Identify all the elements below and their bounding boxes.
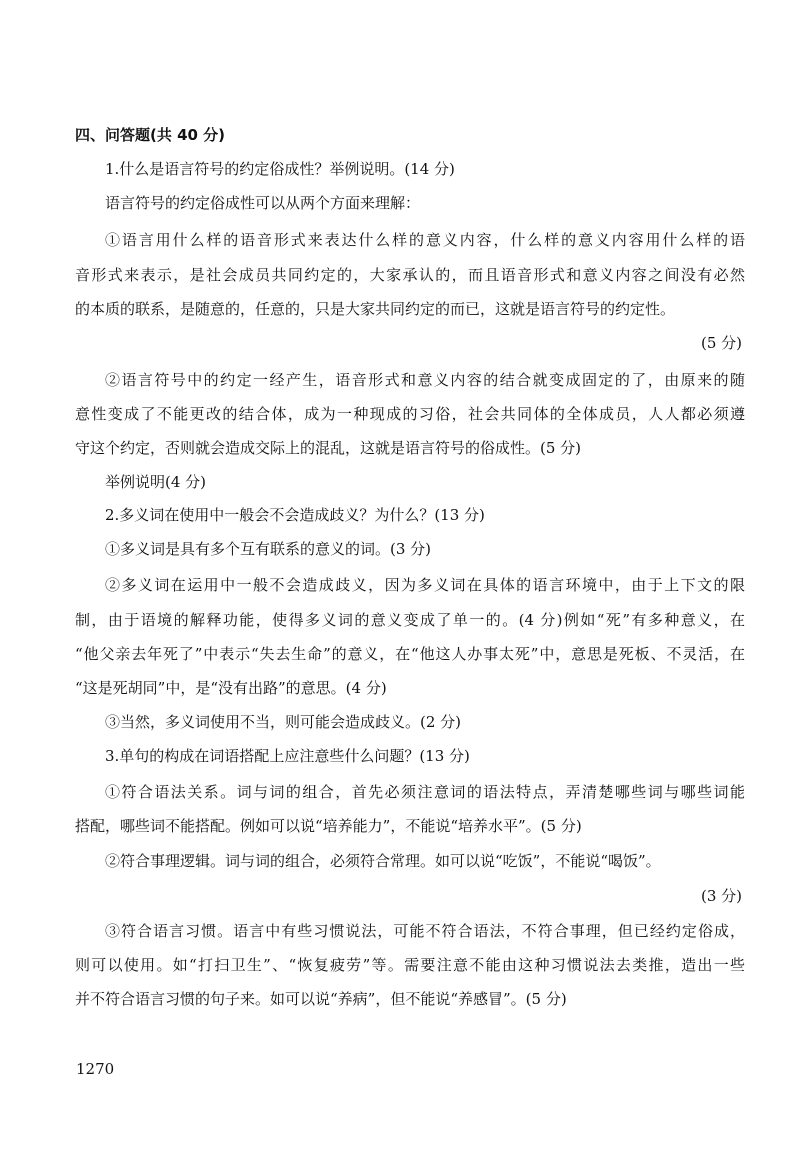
- q1-point1-score: (5 分): [700, 334, 742, 352]
- question-2: 2.多义词在使用中一般会不会造成歧义？为什么？(13 分): [105, 506, 485, 524]
- q3-point3-line3: 并不符合语言习惯的句子来。如可以说“养病”，但不能说“养感冒”。(5 分): [75, 990, 567, 1008]
- q2-point1: ①多义词是具有多个互有联系的意义的词。(3 分): [105, 540, 432, 558]
- q1-intro: 语言符号的约定俗成性可以从两个方面来理解：: [105, 194, 421, 212]
- question-1: 1.什么是语言符号的约定俗成性？举例说明。(14 分): [105, 160, 455, 178]
- question-3: 3.单句的构成在词语搭配上应注意些什么问题？(13 分): [105, 747, 470, 765]
- q3-point3-line2: 则可以使用。如“打扫卫生”、“恢复疲劳”等。需要注意不能由这种习惯说法去类推，造出一些: [75, 956, 745, 974]
- q2-point3: ③当然，多义词使用不当，则可能会造成歧义。(2 分): [105, 713, 462, 731]
- q2-point2-line2: 制，由于语境的解释功能，使得多义词的意义变成了单一的。(4 分)例如“死”有多种意义，在: [75, 611, 745, 629]
- q2-point2-line4: “这是死胡同”中，是“没有出路”的意思。(4 分): [75, 679, 387, 697]
- q1-point1-line3: 的本质的联系，是随意的，任意的，只是大家共同约定的而已，这就是语言符号的约定性。: [75, 300, 676, 318]
- q1-point1-line1: ①语言用什么样的语音形式来表达什么样的意义内容，什么样的意义内容用什么样的语: [105, 231, 745, 249]
- q1-example: 举例说明(4 分): [105, 473, 207, 491]
- q3-point2-line1: ②符合事理逻辑。词与词的组合，必须符合常理。如可以说“吃饭”，不能说“喝饭”。: [105, 852, 661, 870]
- page-number: 1270: [76, 1060, 115, 1078]
- q2-point2-line3: “他父亲去年死了”中表示“失去生命”的意义，在“他这人办事太死”中，意思是死板、不灵活，在: [75, 645, 745, 663]
- q3-point1-line2: 搭配，哪些词不能搭配。例如可以说“培养能力”，不能说“培养水平”。(5 分): [75, 817, 582, 835]
- q1-point2-line1: ②语言符号中的约定一经产生，语音形式和意义内容的结合就变成固定的了，由原来的随: [105, 371, 745, 389]
- q1-point1-line2: 音形式来表示，是社会成员共同约定的，大家承认的，而且语音形式和意义内容之间没有必然: [75, 266, 745, 284]
- q1-point2-line3: 守这个约定，否则就会造成交际上的混乱，这就是语言符号的俗成性。(5 分): [75, 439, 582, 457]
- q2-point2-line1: ②多义词在运用中一般不会造成歧义，因为多义词在具体的语言环境中，由于上下文的限: [105, 576, 745, 594]
- q3-point3-line1: ③符合语言习惯。语言中有些习惯说法，可能不符合语法，不符合事理，但已经约定俗成，: [105, 922, 745, 940]
- q3-point1-line1: ①符合语法关系。词与词的组合，首先必须注意词的语法特点，弄清楚哪些词与哪些词能: [105, 783, 745, 801]
- q3-point2-score: (3 分): [700, 887, 742, 905]
- section-heading: 四、问答题(共 40 分): [75, 126, 226, 144]
- q1-point2-line2: 意性变成了不能更改的结合体，成为一种现成的习俗，社会共同体的全体成员，人人都必须遵: [75, 405, 745, 423]
